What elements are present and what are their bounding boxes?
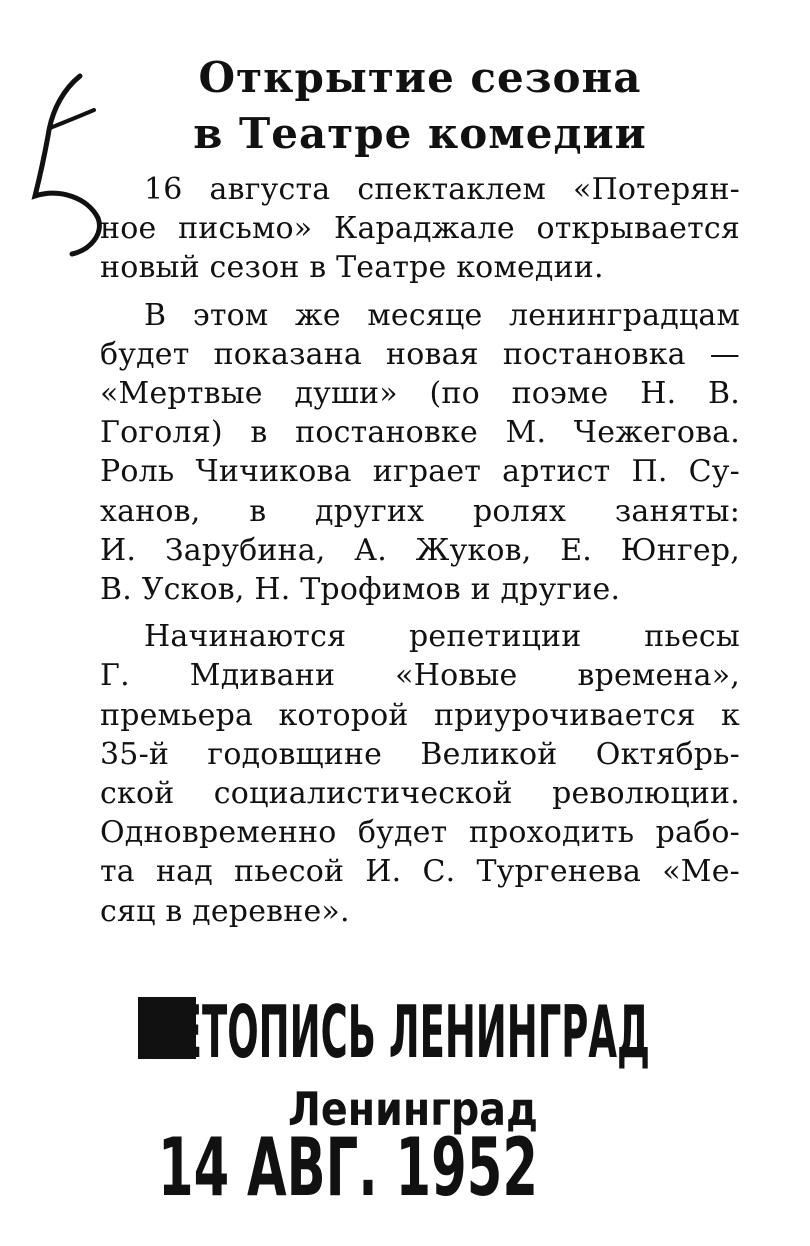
text-line: сяц в деревне». xyxy=(100,893,350,929)
text-line: ской социалистической революции. xyxy=(100,776,740,812)
text-line: 35-й годовщине Великой Октябрь- xyxy=(100,736,740,772)
stamp-heading: ЛЕТОПИСЬ ЛЕНИНГРАД xyxy=(146,990,650,1074)
article-body xyxy=(100,170,740,931)
text-line: будет показана новая постановка — xyxy=(100,336,740,372)
text-line: Одновременно будет проходить рабо- xyxy=(100,815,740,851)
text-line: та над пьесой И. С. Тургенева «Ме- xyxy=(100,854,740,890)
stamp-date: 14 АВГ. 1952 xyxy=(158,1121,538,1214)
text-line: новый сезон в Театре комедии. xyxy=(100,250,604,286)
text-line: Гоголя) в постановке М. Чежегова. xyxy=(100,415,740,451)
paragraph-1 xyxy=(100,170,740,288)
text-line: ное письмо» Караджале открывается xyxy=(100,211,740,247)
article xyxy=(100,50,740,939)
text-line: В этом же месяце ленинградцам xyxy=(144,297,740,333)
headline-line-1: Открытие сезона xyxy=(198,53,642,102)
text-line: Начинаются репетиции пьесы xyxy=(144,619,740,655)
text-line: И. Зарубина, А. Жуков, Е. Юнгер, xyxy=(100,532,740,568)
text-line: В. Усков, Н. Трофимов и другие. xyxy=(100,572,621,608)
text-line: премьера которой приурочивается к xyxy=(100,697,740,733)
text-line: Г. Мдивани «Новые времена», xyxy=(100,658,740,694)
text-line: 16 августа спектаклем «Потерян- xyxy=(144,172,740,207)
paragraph-3 xyxy=(100,617,740,931)
headline-line-2: в Театре комедии xyxy=(193,109,647,158)
archive-stamp xyxy=(138,985,658,1215)
paragraph-2 xyxy=(100,296,740,610)
headline xyxy=(100,50,740,162)
stamp-city: Ленинград xyxy=(288,1082,538,1136)
text-line: «Мертвые души» (по поэме Н. В. xyxy=(100,376,740,412)
text-line: Роль Чичикова играет артист П. Су- xyxy=(100,454,740,490)
text-line: ханов, в других ролях заняты: xyxy=(100,493,740,529)
